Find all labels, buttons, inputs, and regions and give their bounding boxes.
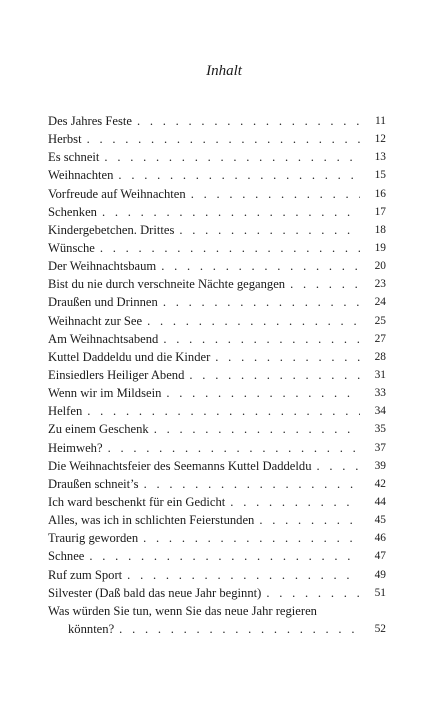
toc-entry (48, 312, 386, 330)
toc-entry-title: Draußen und Drinnen (48, 295, 158, 310)
toc-entry-title: Ich ward beschenkt für ein Gedicht (48, 494, 226, 509)
toc-entry-page: 27 (374, 332, 386, 345)
table-of-contents (48, 112, 386, 638)
toc-entry-page: 52 (374, 622, 386, 635)
leader-dots (143, 529, 360, 547)
toc-entry (48, 566, 386, 584)
leader-dots (161, 257, 360, 275)
leader-dots (108, 439, 360, 457)
toc-entry-page: 42 (374, 477, 386, 490)
toc-entry-title: Wünsche (48, 240, 95, 255)
leader-dots (230, 493, 360, 511)
toc-entry-page: 24 (374, 296, 386, 309)
toc-entry-page: 44 (374, 495, 386, 508)
toc-entry (48, 221, 386, 239)
toc-entry-title: Vorfreude auf Weihnachten (48, 186, 186, 201)
toc-entry (48, 239, 386, 257)
leader-dots (89, 547, 360, 565)
toc-entry (48, 493, 386, 511)
toc-entry-title: Am Weihnachtsabend (48, 331, 159, 346)
leader-dots (87, 130, 360, 148)
toc-entry (48, 166, 386, 184)
toc-entry (48, 439, 386, 457)
toc-entry-title: Weihnacht zur See (48, 313, 143, 328)
leader-dots (127, 566, 360, 584)
toc-entry-title: Schnee (48, 549, 85, 564)
toc-entry-title: Alles, was ich in schlichten Feierstunden (48, 513, 255, 528)
toc-entry-title: Herbst (48, 132, 82, 147)
toc-entry-page: 15 (374, 169, 386, 182)
leader-dots (100, 239, 360, 257)
leader-dots (144, 475, 360, 493)
toc-entry-page: 18 (374, 223, 386, 236)
leader-dots (189, 366, 360, 384)
toc-entry-title: Kuttel Daddeldu und die Kinder (48, 349, 211, 364)
toc-entry (48, 547, 386, 565)
toc-entry (48, 148, 386, 166)
leader-dots (266, 584, 360, 602)
toc-entry-page: 17 (374, 205, 386, 218)
toc-entry (48, 203, 386, 221)
toc-entry (48, 330, 386, 348)
leader-dots (87, 402, 360, 420)
toc-entry (48, 584, 386, 602)
toc-entry-page: 12 (374, 133, 386, 146)
toc-entry-page: 39 (374, 459, 386, 472)
toc-entry-title: Kindergebetchen. Drittes (48, 222, 175, 237)
toc-entry (48, 511, 386, 529)
toc-entry (48, 257, 386, 275)
toc-entry-title: Wenn wir im Mildsein (48, 386, 162, 401)
toc-heading: Inhalt (206, 63, 242, 79)
toc-entry (48, 366, 386, 384)
toc-entry-title: Weihnachten (48, 168, 114, 183)
toc-entry (48, 402, 386, 420)
toc-entry-title: Was würden Sie tun, wenn Sie das neue Jahr regieren (48, 603, 317, 618)
leader-dots (104, 148, 360, 166)
toc-entry-title-continued: könnten? (68, 621, 115, 636)
leader-dots (147, 312, 360, 330)
toc-entry (48, 475, 386, 493)
toc-entry-title: Einsiedlers Heiliger Abend (48, 367, 185, 382)
leader-dots (163, 330, 360, 348)
toc-entry-title: Die Weihnachtsfeier des Seemanns Kuttel Daddeldu (48, 458, 312, 473)
toc-entry (48, 457, 386, 475)
leader-dots (215, 348, 360, 366)
toc-entry-page: 46 (374, 532, 386, 545)
leader-dots (119, 620, 360, 638)
toc-entry (48, 112, 386, 130)
toc-entry-page: 45 (374, 514, 386, 527)
toc-entry-title: Draußen schneit’s (48, 476, 139, 491)
leader-dots (290, 275, 360, 293)
toc-entry-page: 23 (374, 278, 386, 291)
leader-dots (163, 293, 360, 311)
toc-entry-title: Der Weihnachtsbaum (48, 259, 157, 274)
toc-entry-page: 31 (374, 368, 386, 381)
toc-entry-page: 16 (374, 187, 386, 200)
toc-entry-page: 25 (374, 314, 386, 327)
toc-entry-title: Ruf zum Sport (48, 567, 123, 582)
toc-entry-page: 19 (374, 241, 386, 254)
toc-entry-page: 49 (374, 568, 386, 581)
leader-dots (154, 420, 360, 438)
toc-entry-title: Helfen (48, 404, 83, 419)
toc-entry-page: 47 (374, 550, 386, 563)
toc-entry-page: 11 (375, 114, 386, 127)
toc-entry-title: Bist du nie durch verschneite Nächte gegangen (48, 277, 286, 292)
toc-entry (48, 384, 386, 402)
leader-dots (191, 185, 360, 203)
toc-entry-page: 51 (374, 586, 386, 599)
toc-entry-page: 13 (374, 151, 386, 164)
leader-dots (166, 384, 360, 402)
leader-dots (259, 511, 360, 529)
toc-entry-page: 33 (374, 387, 386, 400)
toc-entry-page: 20 (374, 260, 386, 273)
leader-dots (137, 112, 360, 130)
toc-entry (48, 185, 386, 203)
toc-entry-title: Traurig geworden (48, 531, 139, 546)
leader-dots (317, 457, 361, 475)
toc-entry-title: Heimweh? (48, 440, 103, 455)
toc-entry-title: Es schneit (48, 150, 100, 165)
leader-dots (179, 221, 360, 239)
toc-entry-page: 37 (374, 441, 386, 454)
toc-entry-page: 35 (374, 423, 386, 436)
toc-entry-title: Zu einem Geschenk (48, 422, 149, 437)
toc-entry-title: Des Jahres Feste (48, 113, 132, 128)
toc-entry (48, 420, 386, 438)
toc-entry (48, 602, 386, 638)
toc-entry (48, 348, 386, 366)
toc-entry-title: Schenken (48, 204, 97, 219)
toc-entry-page: 34 (374, 405, 386, 418)
leader-dots (102, 203, 360, 221)
toc-entry-page: 28 (374, 350, 386, 363)
toc-entry-title: Silvester (Daß bald das neue Jahr beginnt) (48, 585, 262, 600)
toc-entry (48, 275, 386, 293)
toc-entry (48, 130, 386, 148)
toc-entry (48, 529, 386, 547)
toc-entry (48, 293, 386, 311)
leader-dots (118, 166, 360, 184)
